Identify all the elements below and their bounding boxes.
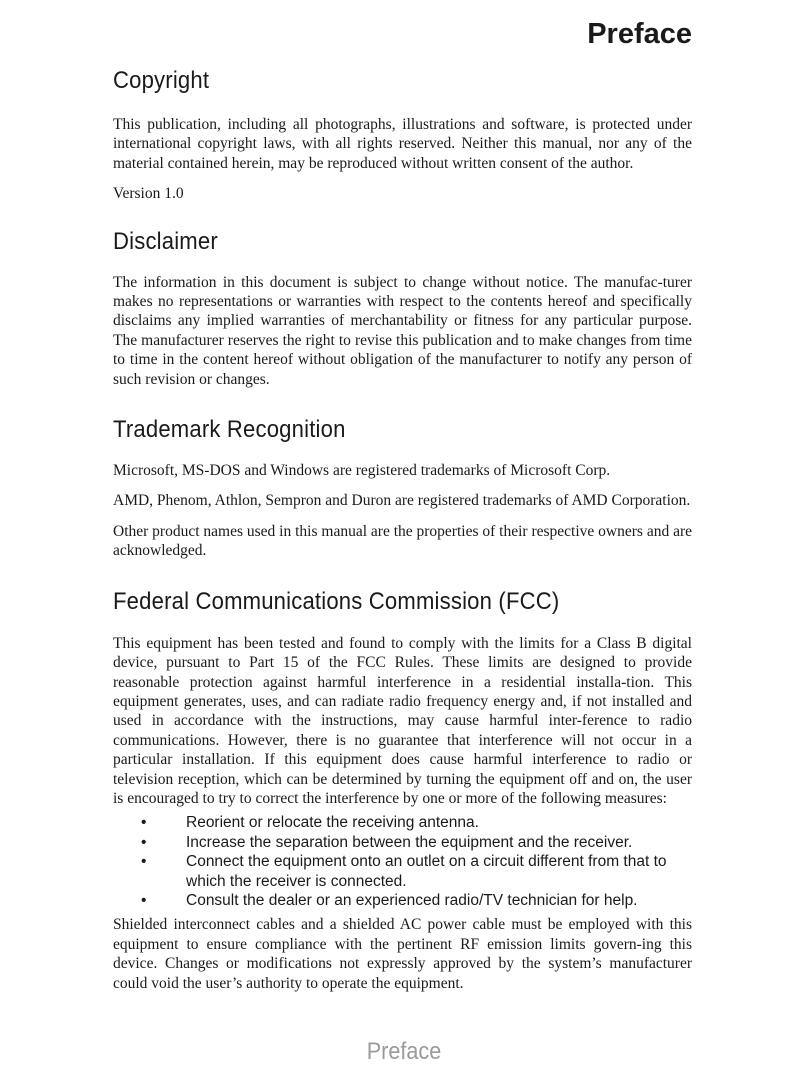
copyright-section [113,67,692,204]
fcc-heading: Federal Communications Commission (FCC) [113,587,560,615]
trademark-section [113,416,692,561]
page-footer-label: Preface [366,1038,442,1065]
version-text: Version 1.0 [113,185,184,203]
bullet-icon: • [141,833,147,851]
bullet-icon: • [141,891,147,909]
fcc-closing-paragraph: Shielded interconnect cables and a shielded AC power cable must be employed with this equipment to ensure compliance with the pertinent RF emission limits govern-ing this device. Changes or modifications not expressly approved by the system’s manufacturer could void the user’s authority to operate the equipment. [113,916,692,992]
list-item [113,813,692,832]
list-item-text: Connect the equipment onto an outlet on a circuit different from that to which the receiver is connected. [186,853,667,890]
fcc-measures-list [113,813,692,910]
bullet-icon: • [141,814,147,832]
copyright-paragraph: This publication, including all photographs, illustrations and software, is protected under international copyright laws, with all rights reserved. Neither this manual, nor any of the material contained herein, may be reproduced without written consent of the author. [113,116,692,172]
list-item [113,891,692,910]
copyright-heading: Copyright [113,67,210,94]
page-header-title: Preface [587,18,692,50]
trademark-paragraph-microsoft: Microsoft, MS-DOS and Windows are registered trademarks of Microsoft Corp. [113,462,611,480]
list-item-text: Consult the dealer or an experienced radio/TV technician for help. [186,891,638,909]
trademark-heading: Trademark Recognition [113,416,346,444]
trademark-paragraph-amd: AMD, Phenom, Athlon, Sempron and Duron are registered trademarks of AMD Corporation. [113,492,691,510]
trademark-paragraph-other: Other product names used in this manual are the properties of their respective owners and are acknowledged. [113,522,692,560]
disclaimer-section [113,228,692,389]
list-item-text: Reorient or relocate the receiving antenna. [186,814,479,832]
fcc-section [113,588,692,993]
page-content [113,64,692,993]
list-item-text: Increase the separation between the equipment and the receiver. [186,833,633,851]
list-item [113,852,692,891]
disclaimer-paragraph: The information in this document is subject to change without notice. The manufac-turer makes no representations or warranties with respect to the contents hereof and specifically disclaims any implied warranties of merchantability or fitness for any particular purpose. The manufacturer reserves the right to revise this publication and to make changes from time to time in the content hereof without obligation of the manufacturer to notify any person of such revision or changes. [113,273,692,388]
disclaimer-heading: Disclaimer [113,227,218,255]
list-item [113,833,692,852]
fcc-intro-paragraph: This equipment has been tested and found to comply with the limits for a Class B digital device, pursuant to Part 15 of the FCC Rules. These limits are designed to provide reasonable protection against harmful interference in a residential installa-tion. This equipment generates, uses, and can radiate radio frequency energy and, if not installed and used in accordance with the instructions, may cause harmful inter-ference to radio communications. However, there is no guarantee that interference will not occur in a particular installation. If this equipment does cause harmful interference to radio or television reception, which can be determined by turning the equipment off and on, the user is encouraged to try to correct the interference by one or more of the following measures: [113,634,692,807]
bullet-icon: • [141,853,147,871]
